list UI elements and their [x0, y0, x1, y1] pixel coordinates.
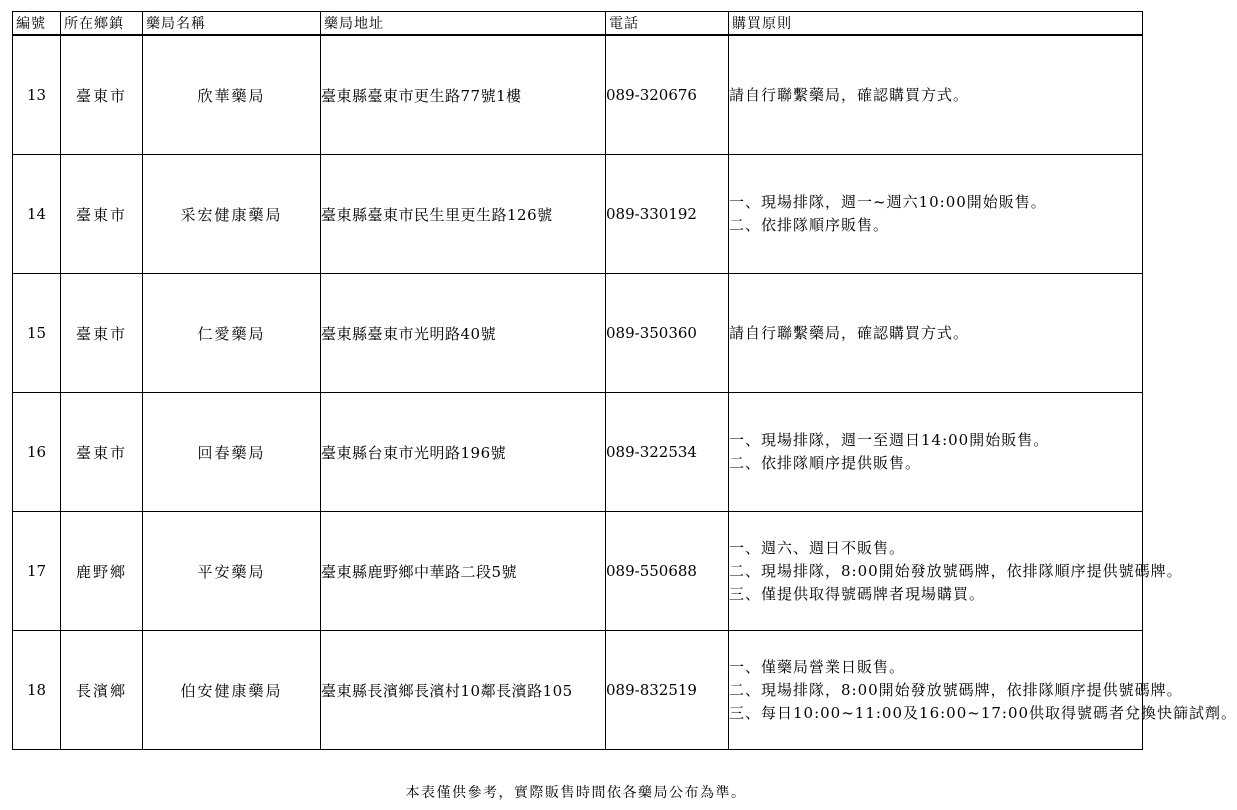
- cell-town: 臺東市: [61, 155, 143, 274]
- rule-line: 二、現場排隊，8:00開始發放號碼牌，依排隊順序提供號碼牌。: [729, 680, 1183, 699]
- table-row: [13, 155, 1143, 274]
- cell-pharmacy-name: 采宏健康藥局: [143, 155, 321, 274]
- cell-no: 14: [13, 155, 61, 274]
- table-row: [13, 274, 1143, 393]
- cell-purchase-rule: [729, 155, 1143, 274]
- header-address: 藥局地址: [321, 12, 606, 36]
- cell-no: 18: [13, 631, 61, 750]
- cell-address: 臺東縣臺東市民生里更生路126號: [321, 155, 606, 274]
- rule-line: 三、每日10:00~11:00及16:00~17:00供取得號碼者兌換快篩試劑。: [729, 703, 1237, 722]
- cell-phone: 089-832519: [606, 631, 729, 750]
- cell-pharmacy-name: 欣華藥局: [143, 35, 321, 155]
- cell-phone: 089-320676: [606, 35, 729, 155]
- cell-phone: 089-330192: [606, 155, 729, 274]
- rule-line: 三、僅提供取得號碼牌者現場購買。: [729, 584, 986, 603]
- cell-town: 臺東市: [61, 35, 143, 155]
- cell-address: 臺東縣台東市光明路196號: [321, 393, 606, 512]
- pharmacy-table: [12, 11, 1237, 750]
- cell-pharmacy-name: 仁愛藥局: [143, 274, 321, 393]
- table-row: [13, 35, 1143, 155]
- rule-line: 請自行聯繫藥局，確認購買方式。: [729, 323, 970, 342]
- header-town: 所在鄉鎮: [61, 12, 143, 36]
- header-name: 藥局名稱: [143, 12, 321, 36]
- cell-pharmacy-name: 伯安健康藥局: [143, 631, 321, 750]
- rule-line: 二、依排隊順序販售。: [729, 216, 890, 234]
- cell-purchase-rule: [729, 393, 1143, 512]
- cell-purchase-rule: [729, 512, 1183, 631]
- rule-line: 請自行聯繫藥局，確認購買方式。: [729, 85, 970, 104]
- rule-line: 一、現場排隊，週一至週日14:00開始販售。: [729, 431, 1050, 449]
- cell-phone: 089-550688: [606, 512, 729, 631]
- rule-line: 二、依排隊順序提供販售。: [729, 454, 922, 472]
- header-phone: 電話: [606, 12, 729, 36]
- cell-phone: 089-322534: [606, 393, 729, 512]
- cell-purchase-rule: [729, 631, 1237, 750]
- cell-pharmacy-name: 平安藥局: [143, 512, 321, 631]
- cell-town: 鹿野鄉: [61, 512, 143, 631]
- cell-phone: 089-350360: [606, 274, 729, 393]
- cell-purchase-rule: [729, 274, 1143, 393]
- table-row: [13, 512, 1143, 631]
- cell-purchase-rule: [729, 35, 1143, 155]
- rule-line: 一、僅藥局營業日販售。: [729, 657, 906, 676]
- rule-line: 一、現場排隊，週一~週六10:00開始販售。: [729, 193, 1047, 211]
- rule-line: 二、現場排隊，8:00開始發放號碼牌，依排隊順序提供號碼牌。: [729, 561, 1183, 580]
- cell-no: 16: [13, 393, 61, 512]
- header-row: [13, 12, 1143, 36]
- cell-address: 臺東縣臺東市更生路77號1樓: [321, 35, 606, 155]
- table-row: [13, 393, 1143, 512]
- cell-no: 13: [13, 35, 61, 155]
- cell-no: 17: [13, 512, 61, 631]
- header-rule: 購買原則: [729, 12, 1143, 36]
- table-body: [13, 35, 1237, 750]
- cell-town: 臺東市: [61, 274, 143, 393]
- rule-line: 一、週六、週日不販售。: [729, 538, 906, 557]
- cell-town: 臺東市: [61, 393, 143, 512]
- cell-no: 15: [13, 274, 61, 393]
- header-no: 編號: [13, 12, 61, 36]
- cell-address: 臺東縣長濱鄉長濱村10鄰長濱路105: [321, 631, 606, 750]
- cell-address: 臺東縣臺東市光明路40號: [321, 274, 606, 393]
- table-row: [13, 631, 1143, 750]
- cell-pharmacy-name: 回春藥局: [143, 393, 321, 512]
- footnote: 本表僅供參考，實際販售時間依各藥局公布為準。: [405, 785, 747, 801]
- cell-town: 長濱鄉: [61, 631, 143, 750]
- cell-address: 臺東縣鹿野鄉中華路二段5號: [321, 512, 606, 631]
